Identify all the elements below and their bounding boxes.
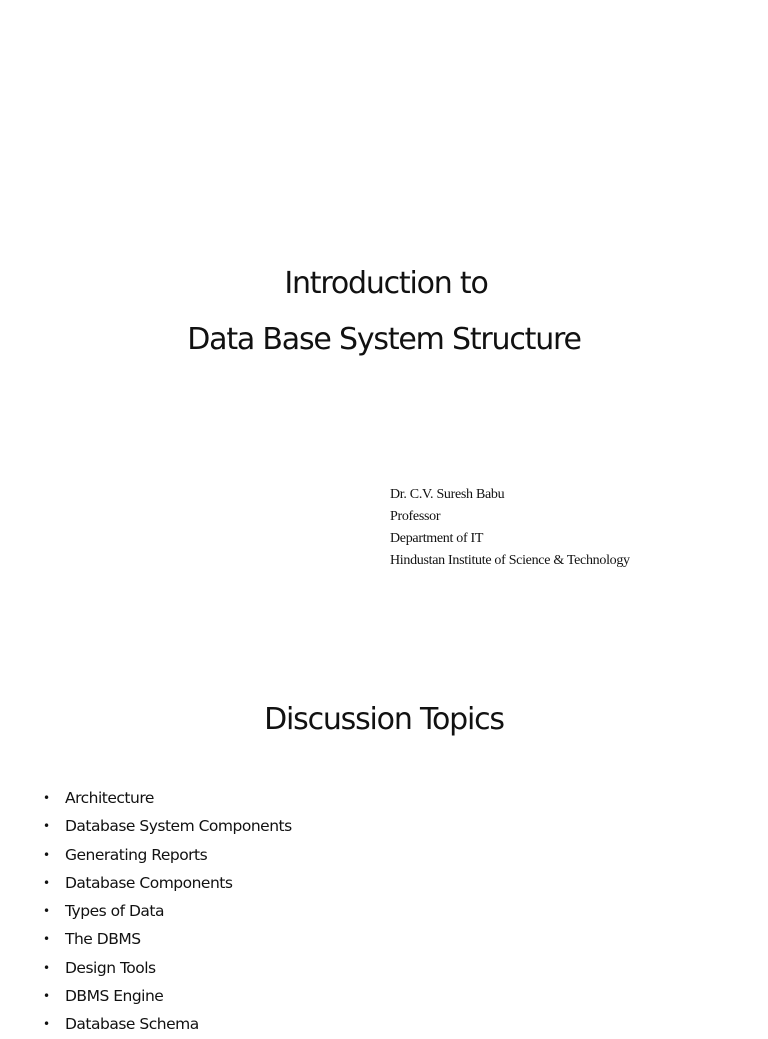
bullet-icon: • [43,791,50,805]
author-info [390,484,630,572]
topic-item [40,784,292,812]
topic-item [40,869,292,897]
topic-label: Generating Reports [65,845,208,864]
bullet-icon: • [43,960,50,975]
bullet-icon: • [43,932,50,947]
topic-item [40,812,292,840]
topic-label: Database System Components [65,817,292,836]
topic-label: Design Tools [65,958,156,977]
topic-label: Architecture [65,789,154,807]
topic-item [40,1010,292,1038]
section-heading: Discussion Topics [264,702,504,737]
topic-item [40,954,292,982]
topic-label: The DBMS [65,930,141,949]
author-name: Dr. C.V. Suresh Babu [390,487,505,502]
topic-item [40,841,292,869]
bullet-icon: • [43,989,50,1004]
slide-title-line-2: Data Base System Structure [187,322,581,357]
author-department: Department of IT [390,531,484,546]
slide-title-line-1: Introduction to [284,266,488,301]
topic-item [40,982,292,1010]
bullet-icon: • [43,1017,50,1032]
topic-item [40,897,292,925]
topics-slide [0,640,768,1034]
author-position: Professor [390,509,441,524]
bullet-icon: • [43,847,50,862]
bullet-icon: • [43,819,50,834]
topic-label: DBMS Engine [65,987,164,1006]
topic-item [40,925,292,953]
bullet-icon: • [43,904,50,919]
bullet-icon: • [43,875,50,890]
topic-label: Types of Data [65,902,164,921]
topic-label: Database Components [65,873,233,892]
author-institution: Hindustan Institute of Science & Technology [390,553,630,568]
topics-list [40,784,292,1039]
topic-label: Database Schema [65,1015,199,1034]
